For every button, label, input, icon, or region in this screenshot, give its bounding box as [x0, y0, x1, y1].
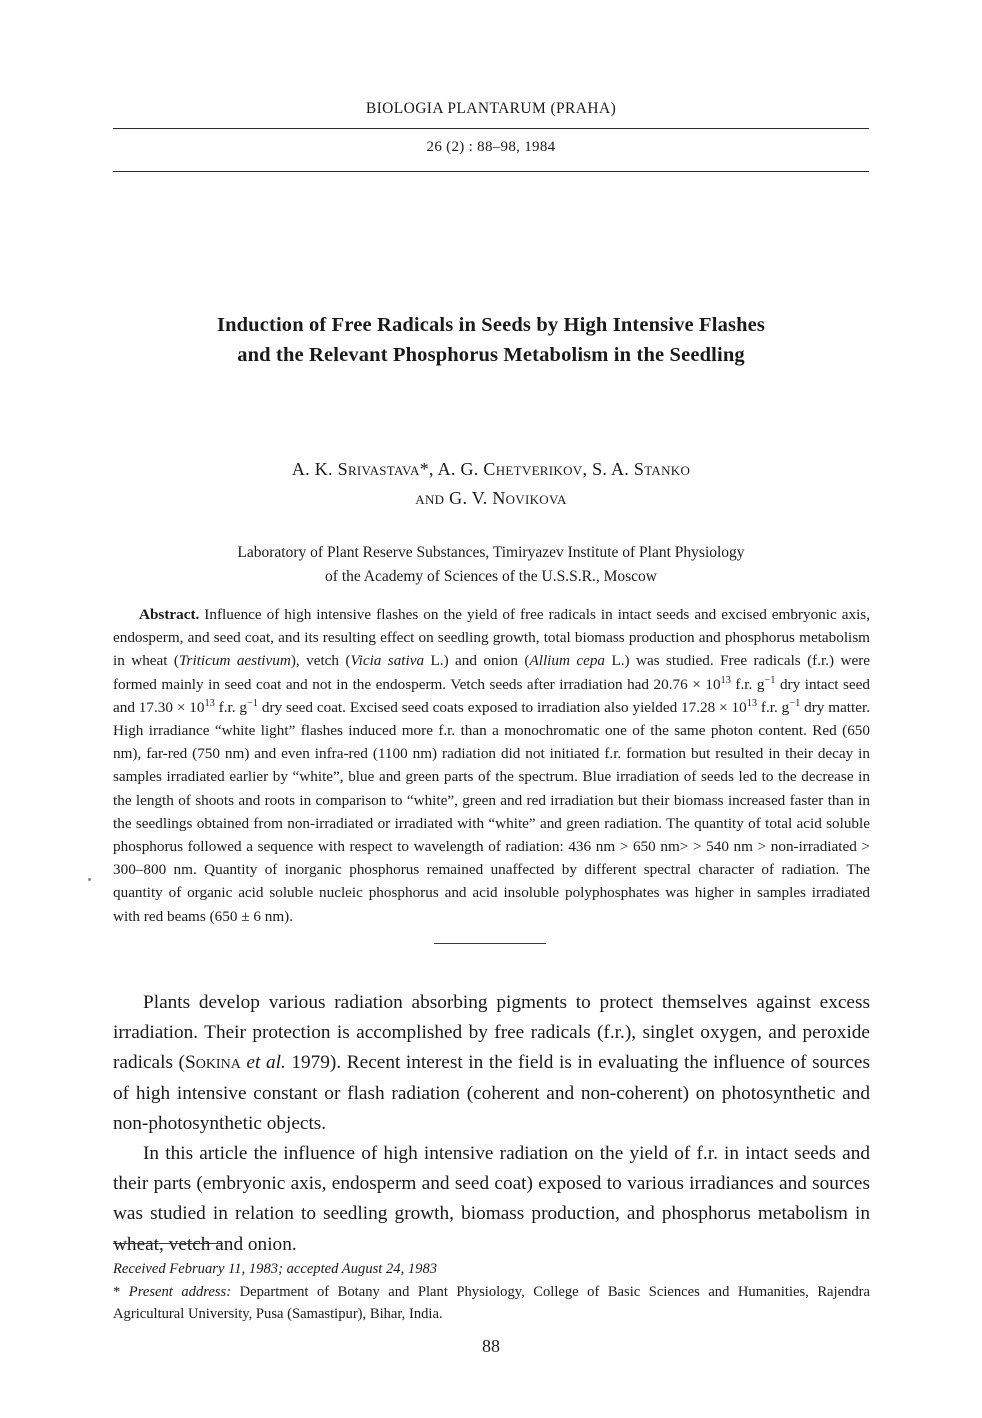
body-paragraph-1: [113, 988, 870, 1139]
exponent-4: −1: [247, 697, 259, 709]
author-list: [113, 455, 869, 513]
species-name-allium: Allium cepa: [529, 652, 606, 670]
header-rule-top: [113, 128, 869, 129]
abstract-divider-rule: [434, 943, 546, 944]
page-number: 88: [482, 1336, 500, 1356]
footnote-block: [113, 1258, 870, 1326]
issue-citation-line: 26 (2) : 88–98, 1984: [426, 139, 556, 155]
author-line-1: A. K. Srivastava*, A. G. Chetverikov, S. A. Stanko: [291, 459, 691, 479]
abstract-text-1: Influence of high intensive flashes on the yield of free radicals in intact seeds and excised embryonic axis, endosperm, and seed coat, and its resulting effect on seedling growth, total biomass production and phosphorus metabolism in wheat (: [113, 606, 870, 670]
abstract-text-6: dry intact seed and 17.30 × 10: [113, 675, 871, 716]
header-rule-bottom: [113, 171, 869, 172]
body-text: [113, 988, 870, 1260]
exponent-1: 13: [720, 674, 731, 686]
abstract-label: Abstract.: [139, 606, 200, 623]
citation-author-name: Sokina: [184, 1052, 241, 1074]
abstract-text-8: dry seed coat. Excised seed coats exposed to irradiation also yielded 17.28 × 10: [258, 698, 747, 716]
exponent-5: 13: [746, 697, 758, 709]
abstract-text-2: ), vetch (: [290, 652, 351, 670]
affiliation: [113, 541, 869, 589]
scan-artifact-speck: [88, 878, 91, 881]
journal-running-head: BIOLOGIA PLANTARUM (PRAHA): [365, 100, 617, 117]
footnote-present-address-label: Present address:: [120, 1283, 232, 1300]
body-paragraph-2: In this article the influence of high intensive radiation on the yield of f.r. in intact seeds and their parts (embryonic axis, endosperm and seed coat) exposed to various irradiances and sources was studied in relation to seedling growth, biomass production, and phosphorus metabolism in wheat, vetch and onion.: [113, 1143, 870, 1255]
species-name-triticum: Triticum aestivum: [178, 652, 291, 670]
footnote-received-line: Received February 11, 1983; accepted August 24, 1983: [113, 1261, 438, 1277]
abstract-block: [113, 603, 870, 928]
exponent-6: −1: [789, 697, 801, 709]
footnote-separator-rule: [113, 1243, 223, 1244]
body-paragraph-1-text-a: Plants develop various radiation absorbing pigments to protect themselves against excess irradiation. Their protection is accomplished by free radicals (f.r.), singlet oxygen, and peroxide radicals (: [113, 992, 870, 1074]
footnote-asterisk: *: [113, 1283, 121, 1300]
abstract-text-10: dry matter. High irradiance “white light” flashes induced more f.r. than a monochromatic one of the same photon content. Red (650 nm), far-red (750 nm) and even infra-red (1100 nm) radiation did not initiated f.r. formation but resulted in their decay in samples irradiated earlier by “white”, blue and green parts of the spectrum. Blue irradiation of seeds led to the decrease in the length of shoots and roots in comparison to “white”, green and red irradiation but their biomass increased faster than in the seedlings obtained from non-irradiated or irradiated with “white” and green radiation. The quantity of total acid soluble phosphorus followed a sequence with respect to wavelength of radiation: 436 nm > 650 nm> > 540 nm > non-irradiated > 300–800 nm. Quantity of inorganic phosphorus remained unaffected by different spectral character of radiation. The quantity of organic acid soluble nucleic phosphorus and acid insoluble polyphosphates was higher in samples irradiated with red beams (650 ± 6 nm).: [113, 698, 871, 925]
citation-etal: et al.: [240, 1052, 286, 1074]
species-name-vicia: Vicia sativa: [350, 652, 425, 670]
abstract-text-5: f.r. g: [730, 675, 765, 693]
article-title-line-2: and the Relevant Phosphorus Metabolism in the Seedling: [237, 344, 745, 366]
affiliation-line-2: of the Academy of Sciences of the U.S.S.R., Moscow: [325, 568, 657, 585]
exponent-3: 13: [204, 697, 215, 709]
abstract-text-9: f.r. g: [757, 698, 790, 716]
abstract-text-7: f.r. g: [214, 698, 248, 716]
abstract-text-3: L.) and onion (: [424, 652, 530, 670]
abstract-text-4: L.) was studied. Free radicals (f.r.) were formed mainly in seed coat and not in the endosperm. Vetch seeds after irradiation had 20.76 × 10: [113, 652, 871, 693]
author-line-2: and G. V. Novikova: [415, 488, 567, 508]
footnote-present-address-text: Department of Botany and Plant Physiology, College of Basic Sciences and Humanities, Rajendra Agricultural University, Pusa (Samastipur), Bihar, India.: [113, 1283, 870, 1323]
article-title: [113, 310, 869, 370]
article-title-line-1: Induction of Free Radicals in Seeds by High Intensive Flashes: [216, 314, 766, 336]
body-paragraph-1-text-b: 1979). Recent interest in the field is in evaluating the influence of sources of high intensive constant or flash radiation (coherent and non-coherent) on photosynthetic and non-photosynthetic objects.: [113, 1052, 870, 1134]
affiliation-line-1: Laboratory of Plant Reserve Substances, Timiryazev Institute of Plant Physiology: [237, 544, 745, 561]
exponent-2: −1: [764, 674, 776, 686]
